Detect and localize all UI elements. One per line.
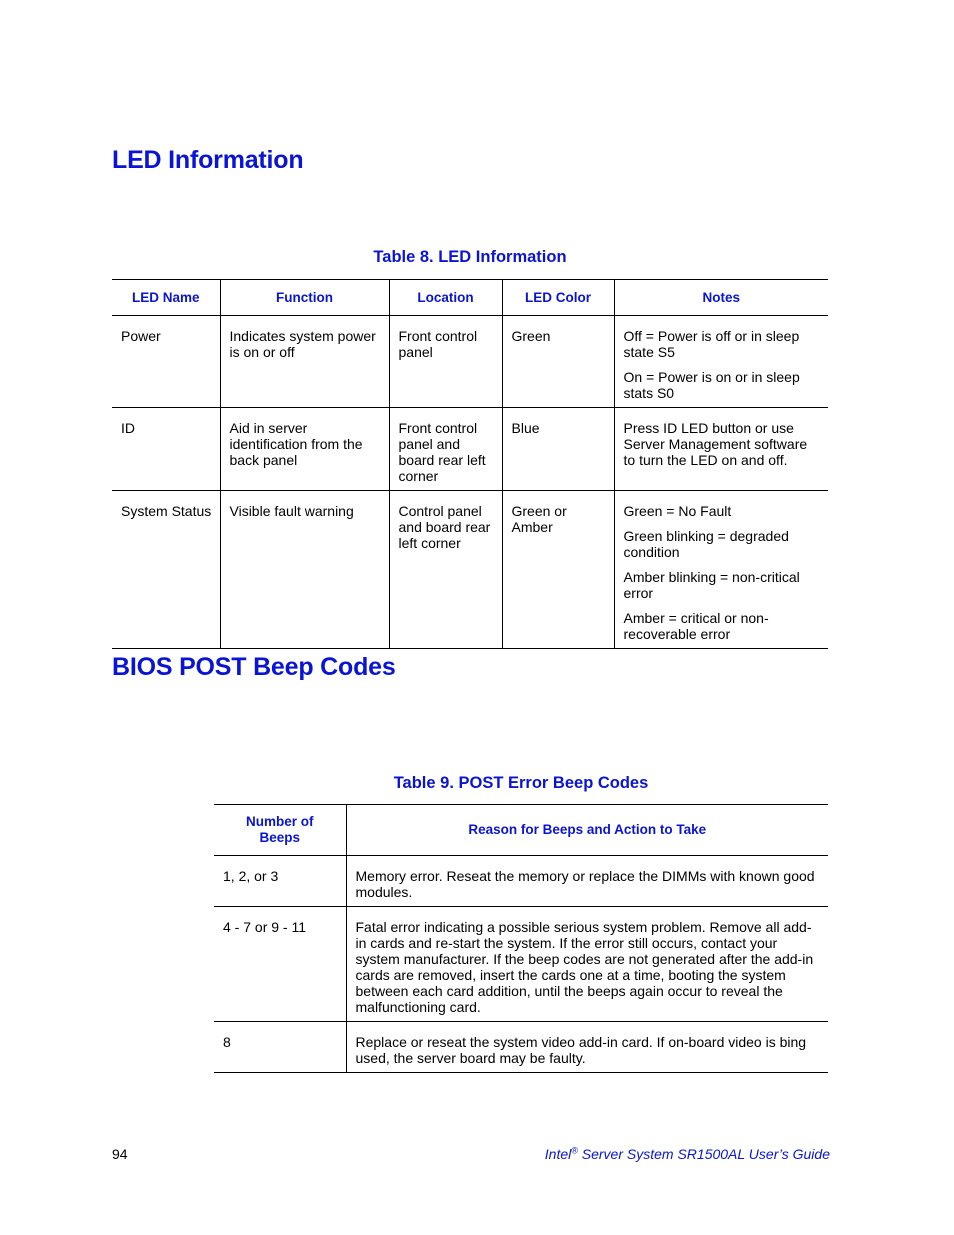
table-header-row xyxy=(214,805,828,856)
note-text: Green blinking = degraded condition xyxy=(623,528,789,560)
column-header-location: Location xyxy=(389,280,502,316)
led-location-cell: Front control panel xyxy=(389,316,502,408)
section-heading-beep-codes: BIOS POST Beep Codes xyxy=(112,653,396,681)
registered-mark: ® xyxy=(571,1145,578,1156)
led-name-cell: Power xyxy=(112,316,220,408)
brand-name: Intel xyxy=(544,1146,572,1162)
note-text: On = Power is on or in sleep stats S0 xyxy=(623,369,800,401)
table-row xyxy=(214,907,828,1022)
led-name-cell: System Status xyxy=(112,491,220,649)
beep-count-cell: 4 - 7 or 9 - 11 xyxy=(214,907,346,1022)
beep-count-cell: 1, 2, or 3 xyxy=(214,856,346,907)
beep-reason-cell: Fatal error indicating a possible serious system problem. Remove all add-in cards and re-start the system. If the error still occurs, contact your system manufacturer. If the beep codes are not generated after the add-in cards are removed, insert the cards one at a time, booting the system between each card addition, until the beeps again occur to reveal the malfunctioning card. xyxy=(346,907,828,1022)
page-number: 94 xyxy=(112,1146,128,1162)
beep-reason-cell: Replace or reseat the system video add-in card. If on-board video is bing used, the server board may be faulty. xyxy=(346,1022,828,1073)
column-header-function: Function xyxy=(220,280,389,316)
column-header-led-name: LED Name xyxy=(112,280,220,316)
table-row xyxy=(214,856,828,907)
column-header-reason: Reason for Beeps and Action to Take xyxy=(346,805,828,856)
table-row xyxy=(214,1022,828,1073)
note-text: Amber = critical or non-recoverable error xyxy=(623,610,769,642)
beep-reason-cell: Memory error. Reseat the memory or replace the DIMMs with known good modules. xyxy=(346,856,828,907)
led-location-cell: Front control panel and board rear left corner xyxy=(389,408,502,491)
table-caption-beep: Table 9. POST Error Beep Codes xyxy=(393,774,649,792)
beep-codes-table xyxy=(214,804,828,1073)
led-color-cell: Green xyxy=(502,316,614,408)
note-text: Amber blinking = non-critical error xyxy=(623,569,800,601)
led-name-cell: ID xyxy=(112,408,220,491)
note-text: Green = No Fault xyxy=(623,503,732,519)
note-text: Press ID LED button or use Server Management software to turn the LED on and off. xyxy=(623,420,808,468)
table-row xyxy=(112,491,828,649)
led-function-cell: Aid in server identification from the back panel xyxy=(220,408,389,491)
section-heading-led: LED Information xyxy=(112,146,304,174)
led-color-cell: Blue xyxy=(502,408,614,491)
led-function-cell: Visible fault warning xyxy=(220,491,389,649)
table-row xyxy=(112,408,828,491)
led-location-cell: Control panel and board rear left corner xyxy=(389,491,502,649)
guide-title: Server System SR1500AL User’s Guide xyxy=(577,1146,830,1162)
table-row xyxy=(112,316,828,408)
led-color-cell: Green or Amber xyxy=(502,491,614,649)
table-header-row xyxy=(112,280,828,316)
column-header-notes: Notes xyxy=(614,280,828,316)
led-function-cell: Indicates system power is on or off xyxy=(220,316,389,408)
beep-count-cell: 8 xyxy=(214,1022,346,1073)
column-header-led-color: LED Color xyxy=(502,280,614,316)
led-notes-cell xyxy=(614,491,828,649)
running-footer-title xyxy=(545,1146,830,1162)
note-text: Off = Power is off or in sleep state S5 xyxy=(623,328,800,360)
table-caption-led: Table 8. LED Information xyxy=(373,248,567,266)
column-header-number-of-beeps: Number of Beeps xyxy=(214,805,346,856)
led-notes-cell xyxy=(614,316,828,408)
led-notes-cell xyxy=(614,408,828,491)
led-table xyxy=(112,279,828,649)
